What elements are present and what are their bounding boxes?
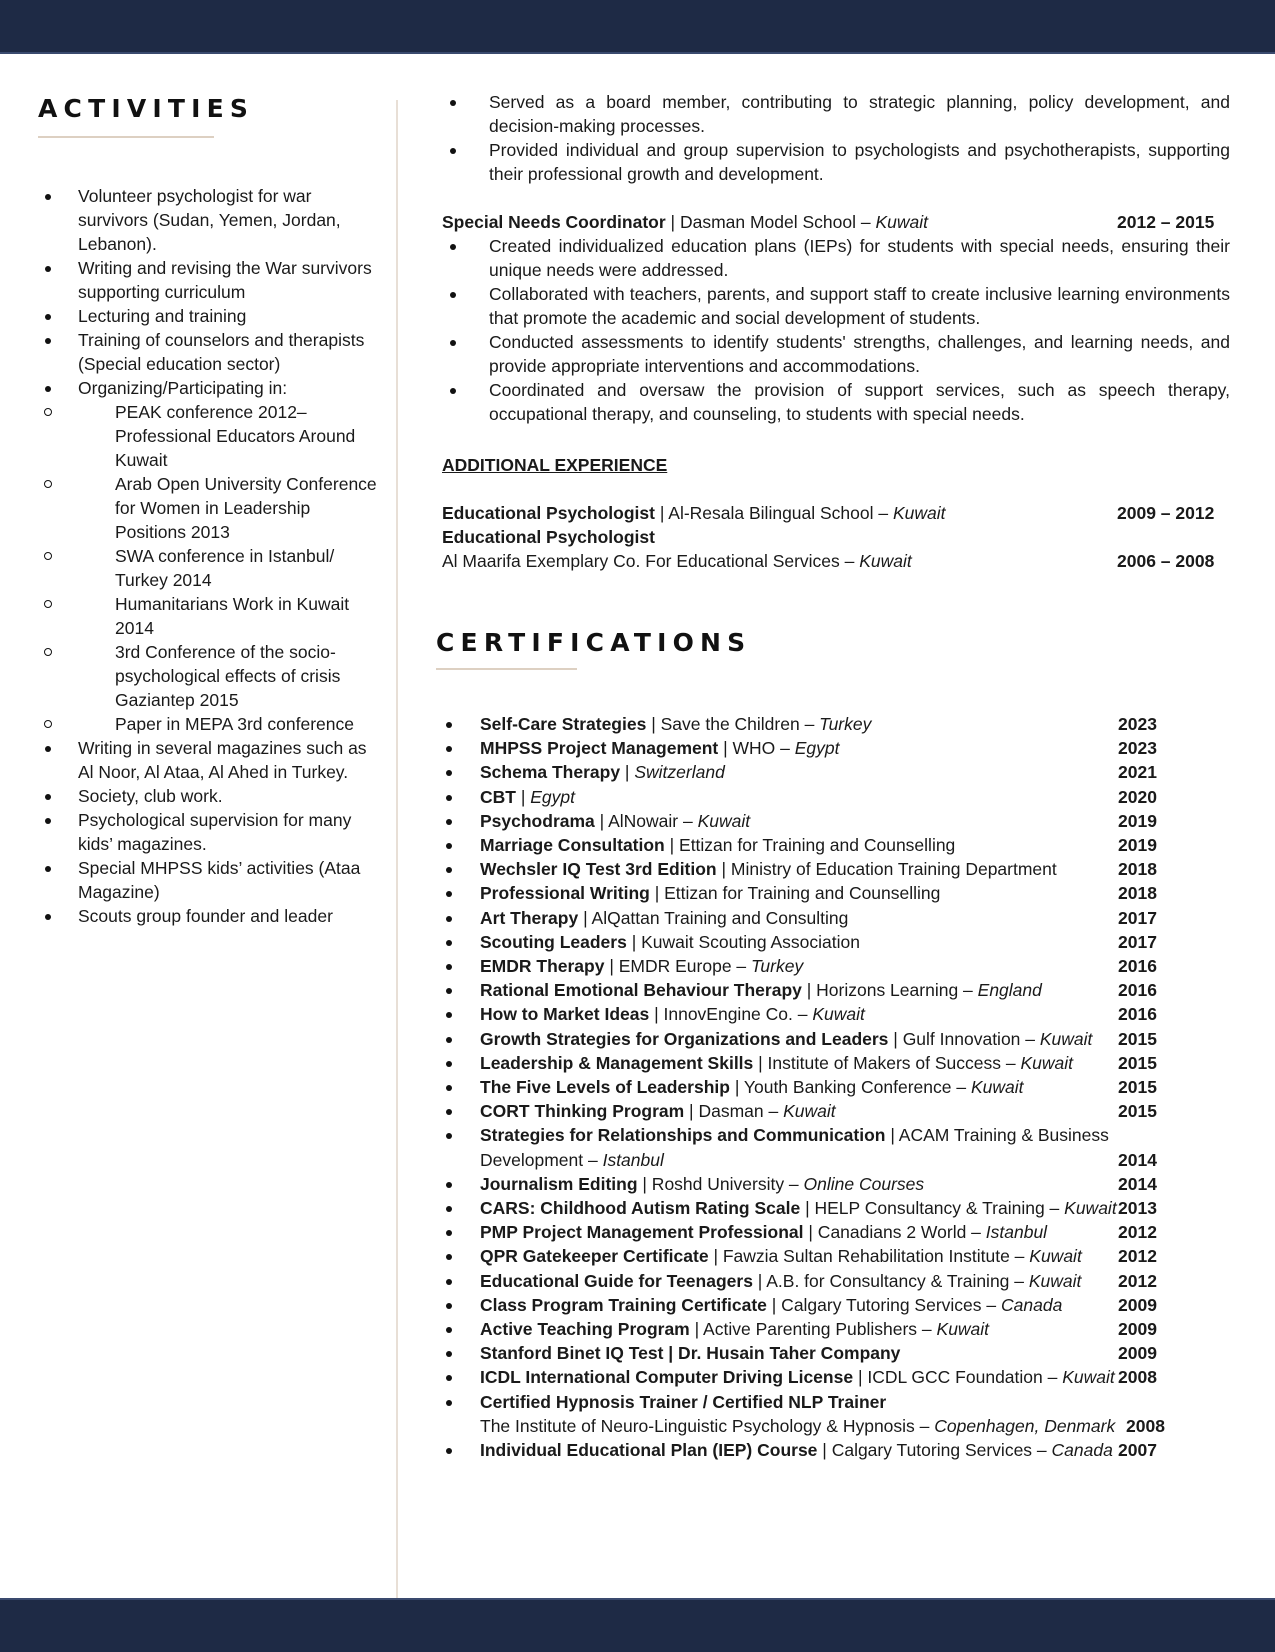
certification-item bbox=[442, 930, 1242, 954]
certification-provider: | Horizons Learning – bbox=[801, 980, 978, 1001]
certification-name: Individual Educational Plan (IEP) Course bbox=[480, 1440, 818, 1461]
certification-provider: | Ettizan for Training and Counselling bbox=[649, 883, 941, 904]
certification-location: Turkey bbox=[819, 714, 872, 734]
certification-name: Schema Therapy bbox=[480, 762, 621, 783]
certification-year: 2018 bbox=[1118, 883, 1157, 904]
certification-location: Egypt bbox=[794, 738, 840, 759]
certification-provider: | Dasman – bbox=[684, 1101, 784, 1122]
job-years: 2009 – 2012 bbox=[1117, 503, 1215, 523]
certification-item bbox=[442, 1196, 1242, 1220]
certification-year: 2012 bbox=[1118, 1246, 1157, 1267]
column-divider bbox=[396, 100, 398, 1598]
activities-heading: ACTIVITIES bbox=[38, 94, 255, 123]
certification-provider: | Calgary Tutoring Services – bbox=[766, 1294, 1001, 1315]
certification-provider: | EMDR Europe – bbox=[604, 956, 752, 977]
certification-item bbox=[442, 760, 1242, 784]
certification-year: 2015 bbox=[1118, 1077, 1157, 1098]
certification-provider: | Kuwait Scouting Association bbox=[626, 931, 860, 952]
certification-provider: | Active Parenting Publishers – bbox=[689, 1319, 937, 1340]
certification-name: ICDL International Computer Driving License bbox=[480, 1367, 854, 1388]
certification-provider: | Institute of Makers of Success – bbox=[753, 1052, 1021, 1073]
certification-name: Growth Strategies for Organizations and Leaders bbox=[480, 1028, 889, 1049]
certification-item bbox=[442, 736, 1242, 760]
list-item: Special MHPSS kids’ activities (Ataa Magazine) bbox=[40, 856, 380, 904]
certification-name: Rational Emotional Behaviour Therapy bbox=[480, 980, 802, 1001]
certification-provider: | AlQattan Training and Consulting bbox=[578, 907, 849, 928]
list-item: Collaborated with teachers, parents, and support staff to create inclusive learning environments that promote the academic and social development of students. bbox=[442, 282, 1230, 330]
job-years: 2006 – 2008 bbox=[1117, 551, 1215, 571]
certification-year: 2013 bbox=[1118, 1198, 1157, 1219]
sub-list-item: SWA conference in Istanbul/ Turkey 2014 bbox=[40, 544, 380, 592]
certification-year: 2015 bbox=[1118, 1028, 1157, 1049]
certification-location: Canada bbox=[1051, 1440, 1113, 1461]
certification-year: 2012 bbox=[1118, 1270, 1157, 1291]
certification-name: Marriage Consultation bbox=[480, 835, 665, 856]
list-item-label: Organizing/Participating in: bbox=[78, 378, 288, 398]
certifications-rule bbox=[436, 668, 577, 670]
certification-provider: The Institute of Neuro-Linguistic Psychology & Hypnosis – bbox=[480, 1415, 935, 1436]
certification-name: Strategies for Relationships and Communication bbox=[480, 1125, 886, 1146]
certification-item bbox=[442, 785, 1242, 809]
job-title: Educational Psychologist bbox=[442, 527, 655, 547]
certification-year: 2017 bbox=[1118, 907, 1157, 928]
certification-name: CBT bbox=[480, 786, 516, 807]
certification-year: 2009 bbox=[1118, 1343, 1157, 1364]
certification-name: PMP Project Management Professional bbox=[480, 1222, 804, 1243]
certification-item bbox=[442, 954, 1242, 978]
sub-list bbox=[40, 400, 380, 736]
certification-name: CORT Thinking Program bbox=[480, 1101, 685, 1122]
certification-item bbox=[442, 1027, 1242, 1051]
certification-location: Copenhagen, Denmark bbox=[934, 1415, 1116, 1436]
job-location: Kuwait bbox=[859, 551, 912, 571]
certification-provider: | Save the Children – bbox=[646, 714, 820, 734]
certification-provider: | Youth Banking Conference – bbox=[729, 1077, 971, 1098]
certification-location: England bbox=[977, 980, 1042, 1001]
certifications-list bbox=[442, 712, 1242, 1462]
certification-provider: | Canadians 2 World – bbox=[803, 1222, 986, 1243]
certification-item bbox=[442, 1123, 1242, 1171]
certification-provider: | A.B. for Consultancy & Training – bbox=[752, 1270, 1029, 1291]
list-item: Scouts group founder and leader bbox=[40, 904, 380, 928]
certification-name: Professional Writing bbox=[480, 883, 650, 904]
certification-item bbox=[442, 809, 1242, 833]
job-employer: | Al-Resala Bilingual School – bbox=[654, 503, 893, 523]
certification-provider: | InnovEngine Co. – bbox=[649, 1004, 813, 1025]
certification-name: Art Therapy bbox=[480, 907, 579, 928]
certification-year: 2016 bbox=[1118, 956, 1157, 977]
certification-location: Egypt bbox=[530, 786, 575, 807]
certification-location: Kuwait bbox=[970, 1077, 1024, 1098]
certification-year: 2008 bbox=[1126, 1415, 1165, 1436]
sub-list-item: Humanitarians Work in Kuwait 2014 bbox=[40, 592, 380, 640]
certification-provider: | bbox=[620, 762, 635, 783]
job-title: Special Needs Coordinator bbox=[442, 212, 666, 232]
certification-provider: | Ministry of Education Training Department bbox=[716, 859, 1057, 880]
certification-year: 2015 bbox=[1118, 1052, 1157, 1073]
certification-provider: | AlNowair – bbox=[594, 810, 698, 831]
certification-item bbox=[442, 857, 1242, 881]
certification-provider: | bbox=[515, 786, 531, 807]
certification-item bbox=[442, 1365, 1242, 1389]
list-item: Created individualized education plans (IEPs) for students with special needs, ensuring their unique needs were addressed. bbox=[442, 234, 1230, 282]
certification-location: Kuwait bbox=[1062, 1367, 1115, 1388]
certification-year: 2019 bbox=[1118, 810, 1157, 831]
certification-year: 2007 bbox=[1118, 1440, 1157, 1461]
certification-item bbox=[442, 1438, 1242, 1462]
certification-name: Journalism Editing bbox=[480, 1173, 638, 1194]
certification-name: MHPSS Project Management bbox=[480, 738, 719, 759]
certification-item bbox=[442, 833, 1242, 857]
certification-year: 2019 bbox=[1118, 835, 1157, 856]
certification-provider: | ICDL GCC Foundation – bbox=[853, 1367, 1063, 1388]
certification-location: Kuwait bbox=[1028, 1270, 1082, 1291]
job-title: Educational Psychologist bbox=[442, 503, 655, 523]
certification-location: Kuwait bbox=[812, 1004, 865, 1025]
certification-item bbox=[442, 1002, 1242, 1026]
certification-provider: | Calgary Tutoring Services – bbox=[817, 1440, 1052, 1461]
certification-name: QPR Gatekeeper Certificate bbox=[480, 1246, 709, 1267]
certification-provider: | Ettizan for Training and Counselling bbox=[664, 835, 956, 856]
activities-list bbox=[40, 184, 380, 928]
certification-name: Educational Guide for Teenagers bbox=[480, 1270, 753, 1291]
certification-name: Certified Hypnosis Trainer / Certified NLP Trainer bbox=[480, 1391, 887, 1412]
certification-year: 2021 bbox=[1118, 762, 1157, 783]
certification-year: 2023 bbox=[1118, 714, 1157, 734]
certification-name: The Five Levels of Leadership bbox=[480, 1077, 730, 1098]
certifications-heading: CERTIFICATIONS bbox=[436, 628, 752, 657]
certification-year: 2023 bbox=[1118, 738, 1157, 759]
sub-list-item: Paper in MEPA 3rd conference bbox=[40, 712, 380, 736]
certification-year: 2008 bbox=[1118, 1367, 1157, 1388]
certification-location: Kuwait bbox=[1039, 1028, 1093, 1049]
certification-location: Kuwait bbox=[697, 810, 751, 831]
certification-location: Kuwait bbox=[1029, 1246, 1082, 1267]
certification-location: Turkey bbox=[751, 956, 804, 977]
sub-list-item: 3rd Conference of the socio-psychological effects of crisis Gaziantep 2015 bbox=[40, 640, 380, 712]
list-item: Provided individual and group supervision to psychologists and psychotherapists, supporting their professional growth and development. bbox=[442, 138, 1230, 186]
job-entry bbox=[442, 501, 1218, 525]
header-band bbox=[0, 0, 1275, 54]
certification-name: Scouting Leaders bbox=[480, 931, 627, 952]
list-item: Training of counselors and therapists (Special education sector) bbox=[40, 328, 380, 376]
job-years: 2012 – 2015 bbox=[1117, 212, 1215, 232]
certification-item bbox=[442, 1244, 1242, 1268]
certification-item bbox=[442, 881, 1242, 905]
certification-year: 2012 bbox=[1118, 1222, 1157, 1243]
list-item: Conducted assessments to identify students' strengths, challenges, and learning needs, and provide appropriate interventions and accommodations. bbox=[442, 330, 1230, 378]
certification-item bbox=[442, 1317, 1242, 1341]
certification-name: Active Teaching Program bbox=[480, 1319, 690, 1340]
job-entry bbox=[442, 525, 1218, 573]
job-entry bbox=[442, 210, 1218, 234]
list-item: Coordinated and oversaw the provision of support services, such as speech therapy, occupational therapy, and counseling, to students with special needs. bbox=[442, 378, 1230, 426]
list-item: Lecturing and training bbox=[40, 304, 380, 328]
certification-name: Leadership & Management Skills bbox=[480, 1052, 754, 1073]
job-location: Kuwait bbox=[875, 212, 928, 232]
certification-provider: | HELP Consultancy & Training – bbox=[800, 1198, 1065, 1219]
sub-list-item: Arab Open University Conference for Women in Leadership Positions 2013 bbox=[40, 472, 380, 544]
certification-year: 2009 bbox=[1118, 1319, 1157, 1340]
certification-year: 2016 bbox=[1118, 1004, 1157, 1025]
certification-location: Kuwait bbox=[936, 1319, 990, 1340]
certification-name: Psychodrama bbox=[480, 810, 595, 831]
certification-location: Kuwait bbox=[783, 1101, 836, 1122]
certification-item bbox=[442, 1390, 1242, 1438]
list-item: Society, club work. bbox=[40, 784, 380, 808]
certification-year: 2017 bbox=[1118, 931, 1157, 952]
certification-item bbox=[442, 1172, 1242, 1196]
footer-band bbox=[0, 1598, 1275, 1652]
additional-experience-heading: ADDITIONAL EXPERIENCE bbox=[442, 455, 668, 475]
certification-item bbox=[442, 1293, 1242, 1317]
certification-provider: | Gulf Innovation – bbox=[888, 1028, 1040, 1049]
sub-list-item: PEAK conference 2012– Professional Educators Around Kuwait bbox=[40, 400, 380, 472]
certification-provider: | ACAM Training & Business Development – bbox=[480, 1125, 1109, 1170]
certification-item bbox=[442, 1075, 1242, 1099]
certification-location: Istanbul bbox=[602, 1149, 664, 1170]
certification-item bbox=[442, 1269, 1242, 1293]
list-item: Writing in several magazines such as Al Noor, Al Ataa, Al Ahed in Turkey. bbox=[40, 736, 380, 784]
certification-year: 2009 bbox=[1118, 1294, 1157, 1315]
certification-location: Canada bbox=[1001, 1294, 1063, 1315]
certification-location: Kuwait bbox=[1020, 1052, 1073, 1073]
certification-item bbox=[442, 906, 1242, 930]
list-item: Volunteer psychologist for war survivors (Sudan, Yemen, Jordan, Lebanon). bbox=[40, 184, 380, 256]
certification-year: 2020 bbox=[1118, 786, 1157, 807]
certification-item bbox=[442, 1099, 1242, 1123]
certification-provider: | WHO – bbox=[718, 738, 795, 759]
certification-location: Istanbul bbox=[985, 1222, 1048, 1243]
certification-name: Self-Care Strategies bbox=[480, 714, 647, 734]
list-item: Psychological supervision for many kids’ magazines. bbox=[40, 808, 380, 856]
certification-location: Kuwait bbox=[1064, 1198, 1117, 1219]
certification-location: Online Courses bbox=[803, 1173, 925, 1194]
list-item bbox=[40, 376, 380, 736]
list-item: Writing and revising the War survivors supporting curriculum bbox=[40, 256, 380, 304]
job-location: Kuwait bbox=[892, 503, 946, 523]
job-employer: Al Maarifa Exemplary Co. For Educational Services – bbox=[442, 551, 860, 571]
certification-year: 2014 bbox=[1118, 1173, 1157, 1194]
certification-name: EMDR Therapy bbox=[480, 956, 605, 977]
certification-provider: | Roshd University – bbox=[637, 1173, 804, 1194]
certification-name: Stanford Binet IQ Test | Dr. Husain Taher Company bbox=[480, 1343, 901, 1364]
certification-item bbox=[442, 712, 1242, 736]
job-employer: | Dasman Model School – bbox=[665, 212, 876, 232]
certification-year: 2014 bbox=[1118, 1149, 1157, 1170]
job-bullets bbox=[442, 234, 1230, 426]
certification-year: 2015 bbox=[1118, 1101, 1157, 1122]
certification-location: Switzerland bbox=[634, 762, 725, 783]
activities-rule bbox=[38, 136, 214, 138]
certification-name: Wechsler IQ Test 3rd Edition bbox=[480, 859, 717, 880]
experience-top-bullets bbox=[442, 90, 1230, 186]
certification-name: Class Program Training Certificate bbox=[480, 1294, 767, 1315]
certification-year: 2016 bbox=[1118, 980, 1157, 1001]
certification-provider: | Fawzia Sultan Rehabilitation Institute – bbox=[708, 1246, 1030, 1267]
certification-item bbox=[442, 1051, 1242, 1075]
certification-item bbox=[442, 978, 1242, 1002]
certification-item bbox=[442, 1220, 1242, 1244]
certification-name: How to Market Ideas bbox=[480, 1004, 650, 1025]
certification-item bbox=[442, 1341, 1242, 1365]
list-item: Served as a board member, contributing to strategic planning, policy development, and decision-making processes. bbox=[442, 90, 1230, 138]
certification-name: CARS: Childhood Autism Rating Scale bbox=[480, 1198, 801, 1219]
certification-year: 2018 bbox=[1118, 859, 1157, 880]
